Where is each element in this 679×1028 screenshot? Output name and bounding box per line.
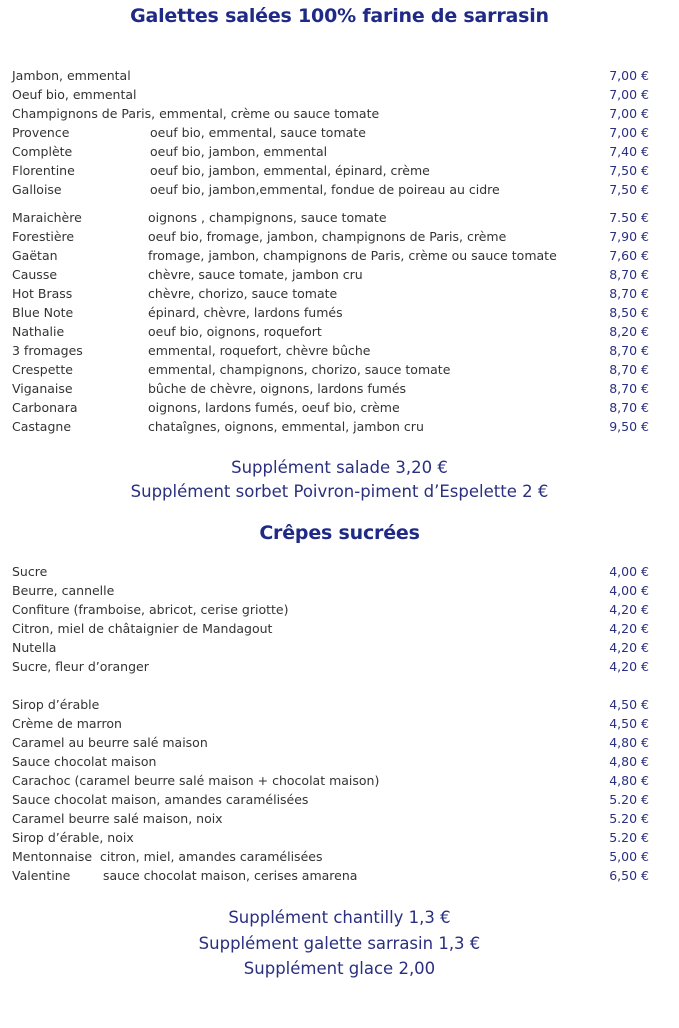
item-price: 5.20 € [609,792,649,807]
menu-item [0,227,679,246]
item-name: Caramel au beurre salé maison [12,735,208,750]
item-description: oeuf bio, oignons, roquefort [148,324,322,339]
crepes-title: Crêpes sucrées [259,522,420,544]
item-price: 4,50 € [609,697,649,712]
item-name: Carachoc (caramel beurre salé maison + chocolat maison) [12,773,380,788]
supplement-line: Supplément sorbet Poivron-piment d’Espelette 2 € [130,482,549,501]
item-description: oeuf bio, fromage, jambon, champignons de Paris, crème [148,229,507,244]
item-name: Forestière [12,229,75,244]
item-name: Sucre [12,564,48,579]
item-price: 7,40 € [609,144,649,159]
item-price: 7,60 € [609,248,649,263]
item-name: Crespette [12,362,73,377]
supplement-line: Supplément galette sarrasin 1,3 € [198,933,481,953]
menu-item [0,398,679,417]
item-name: Florentine [12,163,75,178]
crepes-group-1 [0,562,679,676]
item-name: Carbonara [12,400,78,415]
menu-item [0,360,679,379]
menu-item [0,85,679,104]
item-price: 7,50 € [609,163,649,178]
item-price: 5.20 € [609,811,649,826]
menu-item [0,322,679,341]
menu-item [0,246,679,265]
item-price: 7,90 € [609,229,649,244]
item-price: 6,50 € [609,868,649,883]
item-name: Sauce chocolat maison [12,754,157,769]
item-description: oeuf bio, jambon, emmental [150,144,328,159]
menu-item [0,562,679,581]
item-description: emmental, roquefort, chèvre bûche [148,343,371,358]
item-description: fromage, jambon, champignons de Paris, crème ou sauce tomate [148,248,557,263]
item-name: Sucre, fleur d’oranger [12,659,149,674]
menu-item [0,771,679,790]
item-description: bûche de chèvre, oignons, lardons fumés [148,381,407,396]
item-price: 8,20 € [609,324,649,339]
menu-item [0,104,679,123]
item-name: Sirop d’érable [12,697,100,712]
menu-item [0,695,679,714]
item-price: 4,00 € [609,564,649,579]
menu-item [0,600,679,619]
menu-item [0,733,679,752]
item-name: Sauce chocolat maison, amandes caramélisées [12,792,309,807]
item-name: Complète [12,144,73,159]
item-description: oeuf bio, jambon,emmental, fondue de poireau au cidre [150,182,500,197]
menu-item [0,417,679,436]
menu-item [0,142,679,161]
item-price: 4,00 € [609,583,649,598]
item-price: 8,70 € [609,400,649,415]
menu-item [0,180,679,199]
item-name: 3 fromages [12,343,83,358]
menu-item [0,265,679,284]
item-name: Oeuf bio, emmental [12,87,137,102]
item-description: oignons , champignons, sauce tomate [148,210,387,225]
item-name: Hot Brass [12,286,73,301]
menu-item [0,284,679,303]
item-name: Crème de marron [12,716,122,731]
item-name: Mentonnaise [12,849,93,864]
item-description: emmental, champignons, chorizo, sauce tomate [148,362,451,377]
menu-item [0,657,679,676]
menu-item [0,809,679,828]
supplement-line: Supplément salade 3,20 € [231,458,448,477]
menu-item [0,581,679,600]
item-description: oignons, lardons fumés, oeuf bio, crème [148,400,400,415]
menu-item [0,303,679,322]
galettes-group-2 [0,208,679,436]
item-name: Maraichère [12,210,82,225]
item-price: 8,70 € [609,267,649,282]
item-price: 4,20 € [609,621,649,636]
item-name: Valentine [12,868,71,883]
menu-item [0,341,679,360]
item-name: Viganaise [12,381,73,396]
crepes-group-2 [0,695,679,885]
item-price: 4,20 € [609,659,649,674]
galettes-supplements [0,456,679,504]
item-price: 7,00 € [609,87,649,102]
menu-item [0,866,679,885]
menu-item [0,123,679,142]
item-price: 7,50 € [609,182,649,197]
menu-item [0,379,679,398]
item-price: 9,50 € [609,419,649,434]
item-price: 4,50 € [609,716,649,731]
item-price: 7,00 € [609,125,649,140]
supplement-line: Supplément glace 2,00 [243,959,436,978]
menu-item [0,66,679,85]
item-price: 7,00 € [609,106,649,121]
item-name: Castagne [12,419,72,434]
item-name: Citron, miel de châtaignier de Mandagout [12,621,273,636]
menu-item [0,752,679,771]
item-name: Causse [12,267,58,282]
item-name: Nathalie [12,324,65,339]
item-description: chèvre, sauce tomate, jambon cru [148,267,363,282]
item-name: Caramel beurre salé maison, noix [12,811,223,826]
item-name: Gaëtan [12,248,58,263]
item-name: Beurre, cannelle [12,583,115,598]
item-name: Provence [12,125,70,140]
item-price: 8,70 € [609,381,649,396]
item-price: 4,80 € [609,773,649,788]
item-price: 4,80 € [609,754,649,769]
item-price: 4,20 € [609,640,649,655]
item-description: oeuf bio, emmental, sauce tomate [150,125,366,140]
item-price: 5.20 € [609,830,649,845]
item-description: épinard, chèvre, lardons fumés [148,305,343,320]
item-price: 7.50 € [609,210,649,225]
menu-item [0,208,679,227]
item-description: citron, miel, amandes caramélisées [100,849,323,864]
item-price: 7,00 € [609,68,649,83]
galettes-group-1 [0,66,679,199]
crepes-supplements [0,905,679,982]
menu-item [0,828,679,847]
item-description: chèvre, chorizo, sauce tomate [148,286,338,301]
item-description: chataîgnes, oignons, emmental, jambon cru [148,419,424,434]
menu-item [0,638,679,657]
item-price: 5,00 € [609,849,649,864]
item-price: 4,80 € [609,735,649,750]
item-name: Confiture (framboise, abricot, cerise griotte) [12,602,289,617]
item-price: 8,70 € [609,343,649,358]
item-price: 8,70 € [609,286,649,301]
menu-item [0,161,679,180]
item-name: Galloise [12,182,62,197]
menu-item [0,714,679,733]
galettes-title: Galettes salées 100% farine de sarrasin [130,5,549,27]
item-name: Champignons de Paris, emmental, crème ou sauce tomate [12,106,380,121]
item-name: Sirop d’érable, noix [12,830,134,845]
item-price: 8,50 € [609,305,649,320]
item-description: sauce chocolat maison, cerises amarena [103,868,358,883]
item-name: Jambon, emmental [12,68,131,83]
item-name: Nutella [12,640,57,655]
item-description: oeuf bio, jambon, emmental, épinard, crème [150,163,430,178]
item-price: 4,20 € [609,602,649,617]
menu-item [0,790,679,809]
item-price: 8,70 € [609,362,649,377]
supplement-line: Supplément chantilly 1,3 € [228,908,451,927]
menu-item [0,847,679,866]
item-name: Blue Note [12,305,74,320]
menu-item [0,619,679,638]
